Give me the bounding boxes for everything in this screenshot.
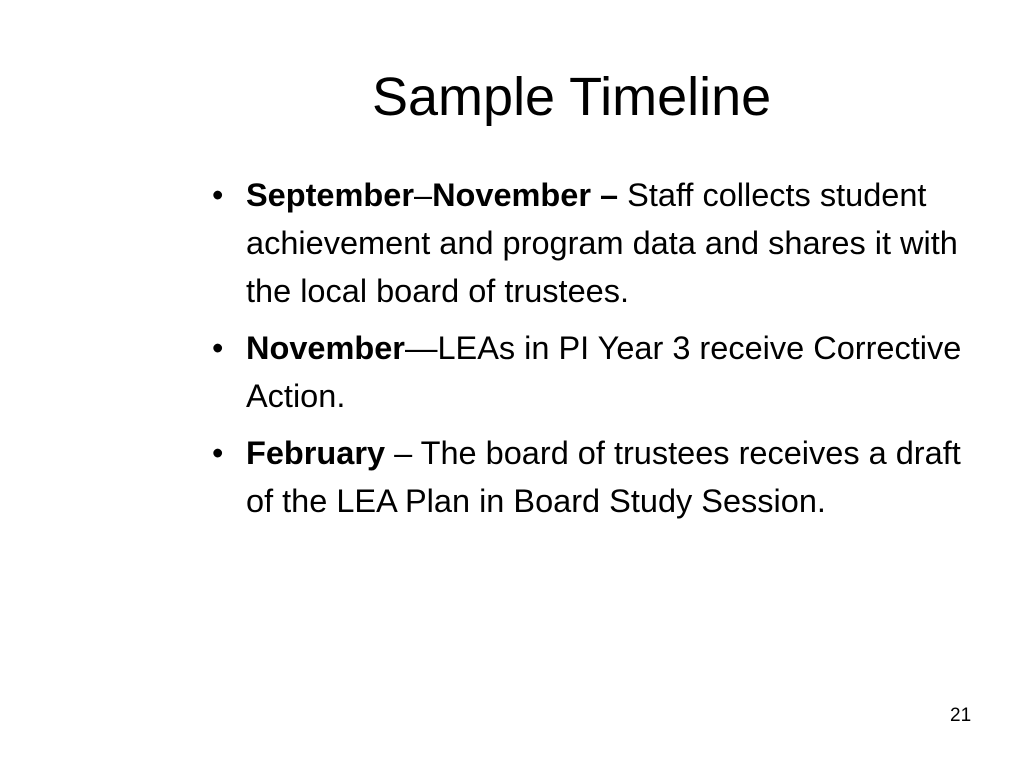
bullet-dash: – xyxy=(413,177,433,213)
bullet-heading-february: February xyxy=(246,435,386,471)
page-number: 21 xyxy=(950,705,972,726)
slide-title: Sample Timeline xyxy=(372,67,772,127)
bullet-heading-november: November xyxy=(246,330,405,366)
bullet-item-september-november xyxy=(212,171,987,315)
bullet-body-text: Staff collects student achievement and program data and shares it with the local board of trustees. xyxy=(246,177,958,309)
bullet-heading-november: November – xyxy=(432,177,628,213)
timeline-bullet-list xyxy=(212,171,987,534)
bullet-heading-september: September xyxy=(246,177,414,213)
bullet-icon: • xyxy=(212,435,224,471)
bullet-item-february xyxy=(212,429,987,525)
bullet-item-november xyxy=(212,324,987,420)
bullet-body-text: —LEAs in PI Year 3 receive Corrective Action. xyxy=(246,330,962,414)
bullet-body-text: – The board of trustees receives a draft of the LEA Plan in Board Study Session. xyxy=(246,435,961,519)
bullet-icon: • xyxy=(212,177,224,213)
bullet-icon: • xyxy=(212,330,224,366)
